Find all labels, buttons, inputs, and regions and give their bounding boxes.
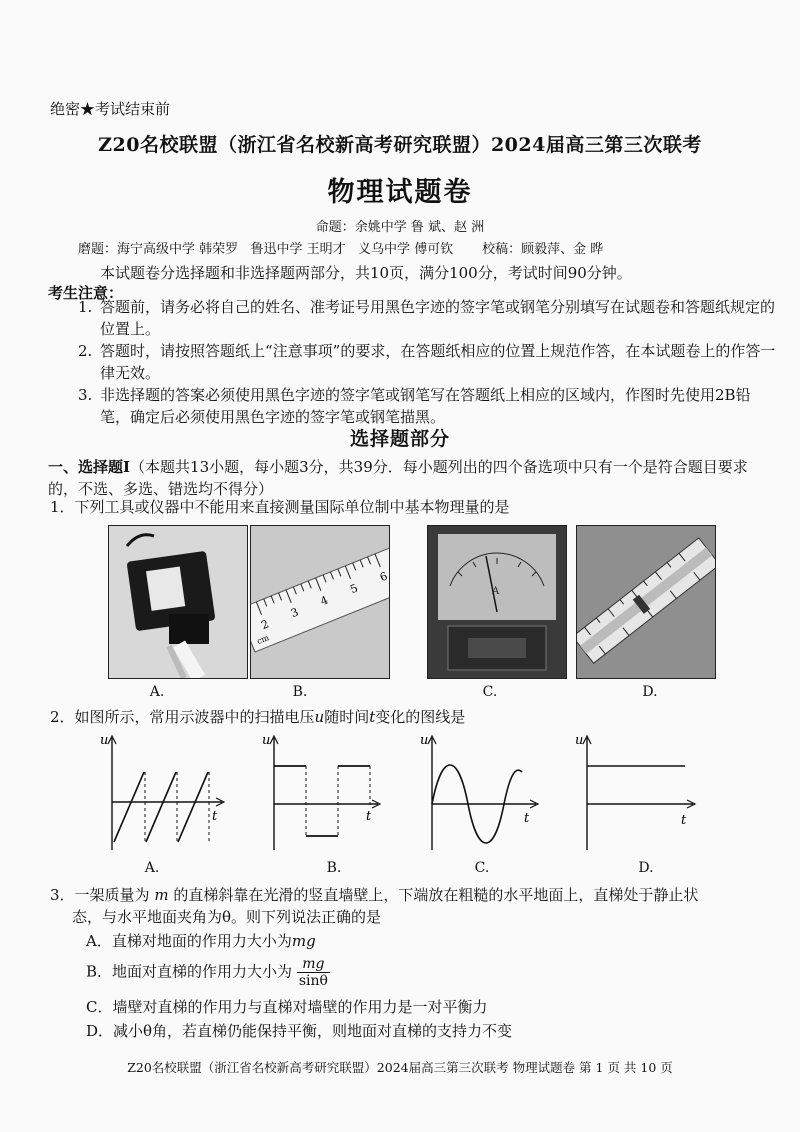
- part-lead: 一、选择题Ⅰ: [48, 458, 131, 476]
- q3-option-a: [86, 930, 316, 951]
- ruler-tick-label: 5: [348, 581, 360, 597]
- q1-option-c: C.: [482, 684, 498, 700]
- q1-option-d: D.: [642, 684, 658, 700]
- notice-item: [78, 384, 778, 428]
- q3-option-b: [86, 956, 330, 989]
- q3-option-d: D．减小θ角，若直梯仍能保持平衡，则地面对直梯的支持力不变: [86, 1022, 513, 1040]
- q2-option-c: C.: [474, 860, 490, 876]
- axis-y-label: u: [420, 733, 429, 748]
- notice-item: [78, 340, 778, 384]
- notice-title: 考生注意：: [48, 284, 124, 302]
- axis-y-label: u: [100, 733, 109, 748]
- q1-option-b: B.: [292, 684, 308, 700]
- graph-c-sine: [420, 732, 550, 857]
- q3-option-a-text: A．直梯对地面的作用力大小为: [86, 932, 292, 950]
- axis-x-label: t: [524, 811, 530, 826]
- q2-option-b: B.: [326, 860, 342, 876]
- authors-line: 命题：余姚中学 鲁 斌、赵 洲: [315, 220, 485, 235]
- axis-x-label: t: [681, 813, 687, 828]
- fraction-denominator: sinθ: [298, 973, 328, 989]
- page-footer: Z20名校联盟（浙江省名校新高考研究联盟）2024届高三第三次联考 物理试题卷 第 1 页 共 10 页: [127, 1060, 673, 1075]
- q3-stem-part: 的直梯斜靠在光滑的竖直墙壁上，下端放在粗糙的水平地面上，直梯处于静止状: [173, 886, 699, 904]
- photo-timer: [108, 525, 248, 679]
- axis-y-label: u: [575, 733, 584, 748]
- part-description: （本题共13小题，每小题3分，共39分．每小题列出的四个备选项中只有一个是符合题目要求的，不选、多选、错选均不得分）: [48, 458, 748, 498]
- axis-x-label: t: [366, 809, 372, 824]
- photo-meter: [427, 525, 567, 679]
- photo-spring-scale: [576, 525, 716, 679]
- graph-d-constant: [575, 732, 705, 857]
- photo-ruler: [250, 525, 390, 679]
- intro-line: 本试题卷分选择题和非选择题两部分，共10页，满分100分，考试时间90分钟。: [100, 264, 632, 282]
- q2-stem-part: 变化的图线是: [375, 708, 466, 726]
- notice-item-text: 非选择题的答案必须使用黑色字迹的签字笔或钢笔写在答题纸上相应的区域内，作图时先使用2B铅笔，确定后必须使用黑色字迹的签字笔或钢笔描黑。: [100, 386, 751, 426]
- fraction-numerator: mg: [297, 956, 330, 973]
- q3-option-a-expr: mg: [291, 932, 316, 950]
- notice-item-text: 答题时，请按照答题纸上“注意事项”的要求，在答题纸相应的位置上规范作答，在本试题卷上的作答一律无效。: [100, 342, 776, 382]
- axis-y-label: u: [262, 733, 271, 748]
- axis-x-label: t: [212, 809, 218, 824]
- section-title: 选择题部分: [349, 428, 450, 450]
- question-3-stem-line2: 态，与水平地面夹角为θ。则下列说法正确的是: [72, 908, 382, 926]
- q2-stem-var: u: [314, 708, 325, 726]
- question-1-stem: 1．下列工具或仪器中不能用来直接测量国际单位制中基本物理量的是: [50, 498, 510, 516]
- ruler-tick-label: 3: [289, 605, 301, 621]
- q3-stem-part: 3．一架质量为: [50, 886, 150, 904]
- q2-stem-part: 随时间: [324, 708, 370, 726]
- question-2-stem: [50, 706, 770, 728]
- graph-a-sawtooth: [100, 732, 230, 857]
- reviewers-line: 磨题：海宁高级中学 韩荣罗 鲁迅中学 王明才 义乌中学 傅可钦 校稿：顾毅萍、金 晔: [78, 242, 604, 257]
- question-3-stem: [50, 884, 770, 906]
- notice-item-text: 答题前，请务必将自己的姓名、准考证号用黑色字迹的签字笔或钢笔分别填写在试题卷和答题纸规定的位置上。: [100, 298, 776, 338]
- q2-stem-var: t: [369, 708, 376, 726]
- ruler-tick-label: 6: [378, 569, 389, 585]
- notice-item-number: 2.: [78, 342, 93, 360]
- subject-title: 物理试题卷: [327, 177, 473, 208]
- q2-stem-part: 2．如图所示，常用示波器中的扫描电压: [50, 708, 315, 726]
- q3-stem-var: m: [154, 886, 169, 904]
- notice-item: [78, 296, 778, 340]
- part-heading: [48, 456, 768, 500]
- q2-option-d: D.: [638, 860, 654, 876]
- q3-option-c: C．墙壁对直梯的作用力与直梯对墙壁的作用力是一对平衡力: [86, 998, 488, 1016]
- graph-b-square: [262, 732, 392, 857]
- notice-item-number: 3.: [78, 386, 93, 404]
- q3-option-b-text: B．地面对直梯的作用力大小为: [86, 962, 293, 981]
- q2-option-a: A.: [144, 860, 160, 876]
- ruler-unit: cm: [255, 633, 271, 647]
- q3-option-b-fraction: [297, 956, 330, 989]
- notice-item-number: 1.: [78, 298, 93, 316]
- ruler-tick-label: 2: [259, 617, 271, 633]
- ruler-tick-label: 4: [318, 593, 331, 609]
- meter-unit-label: A: [492, 586, 500, 597]
- exam-title: Z20名校联盟（浙江省名校新高考研究联盟）2024届高三第三次联考: [98, 134, 702, 156]
- q1-option-a: A.: [149, 684, 165, 700]
- confidential-label: 绝密★考试结束前: [50, 100, 171, 118]
